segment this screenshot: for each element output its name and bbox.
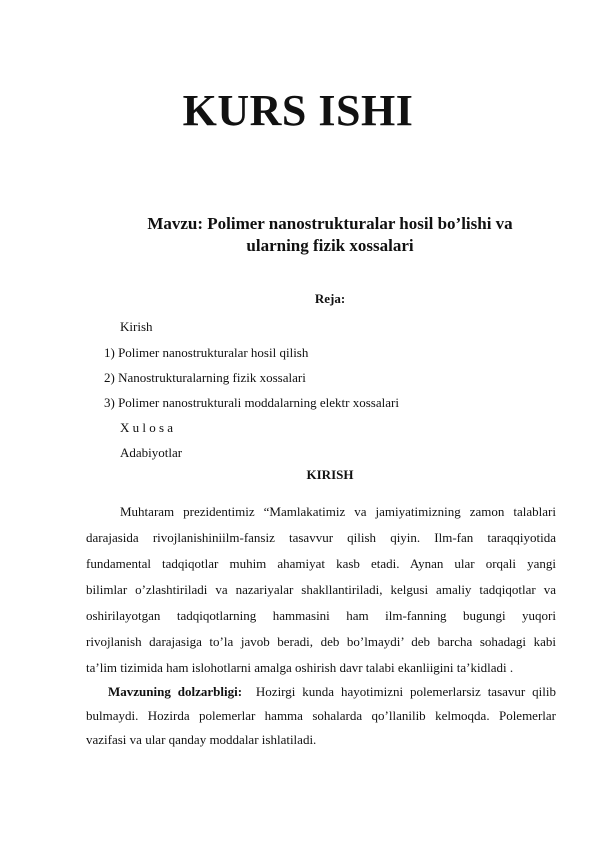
paragraph-line (86, 680, 556, 704)
paragraph-line: bulmaydi. Hozirda polemerlar hamma sohalarda qo’llanilib kelmoqda. Polemerlar (86, 708, 556, 723)
paragraph-line: rivojlanish darajasiga to’la javob beradi, deb bo’lmaydi’ deb barcha sohadagi kabi (86, 634, 556, 649)
plan-item: 3) Polimer nanostrukturali moddalarning elektr xossalari (104, 395, 399, 410)
paragraph-line: fundamental tadqiqotlar muhim ahamiyat kasb etadi. Aynan ular orqali yangi (86, 556, 556, 571)
plan-item: 2) Nanostrukturalarning fizik xossalari (104, 370, 306, 385)
plan-item: Kirish (120, 319, 153, 334)
paragraph-line: darajasida rivojlanishiniilm-fansiz tasavvur qilish qiyin. Ilm-fan taraqqiyotida (86, 530, 556, 545)
introduction-heading: KIRISH (306, 467, 354, 482)
topic-line-2: ularning fizik xossalari (246, 236, 414, 255)
plan-item: 1) Polimer nanostrukturalar hosil qilish (104, 345, 309, 360)
plan-item: X u l o s a (120, 420, 174, 435)
relevance-text: Hozirgi kunda hayotimizni polemerlarsiz tasavur qilib (255, 684, 557, 699)
paragraph-line: oshirilayotgan tadqiqotlarning hammasini ham ilm-fanning bugungi yuqori (86, 608, 556, 623)
paragraph-line: vazifasi va ular qanday moddalar ishlatiladi. (86, 732, 317, 747)
plan-heading: Reja: (314, 291, 346, 306)
topic-heading (120, 213, 540, 257)
relevance-label: Mavzuning dolzarbligi: (108, 684, 243, 699)
paragraph-line: bilimlar o’zlashtiriladi va nazariyalar shakllantiriladi, kelgusi amaliy tadqiqotlar va (86, 582, 556, 597)
page-title: KURS ISHI (182, 86, 414, 135)
relevance-paragraph (86, 680, 556, 752)
paragraph-line: ta’lim tizimida ham islohotlarni amalga oshirish davr talabi ekanliigini ta’kidladi . (86, 660, 514, 675)
introduction-paragraph (86, 499, 556, 681)
topic-line-1: Mavzu: Polimer nanostrukturalar hosil bo’lishi va (147, 214, 513, 233)
paragraph-line: Muhtaram prezidentimiz “Mamlakatimiz va jamiyatimizning zamon talablari (120, 504, 556, 519)
plan-item: Adabiyotlar (120, 445, 183, 460)
